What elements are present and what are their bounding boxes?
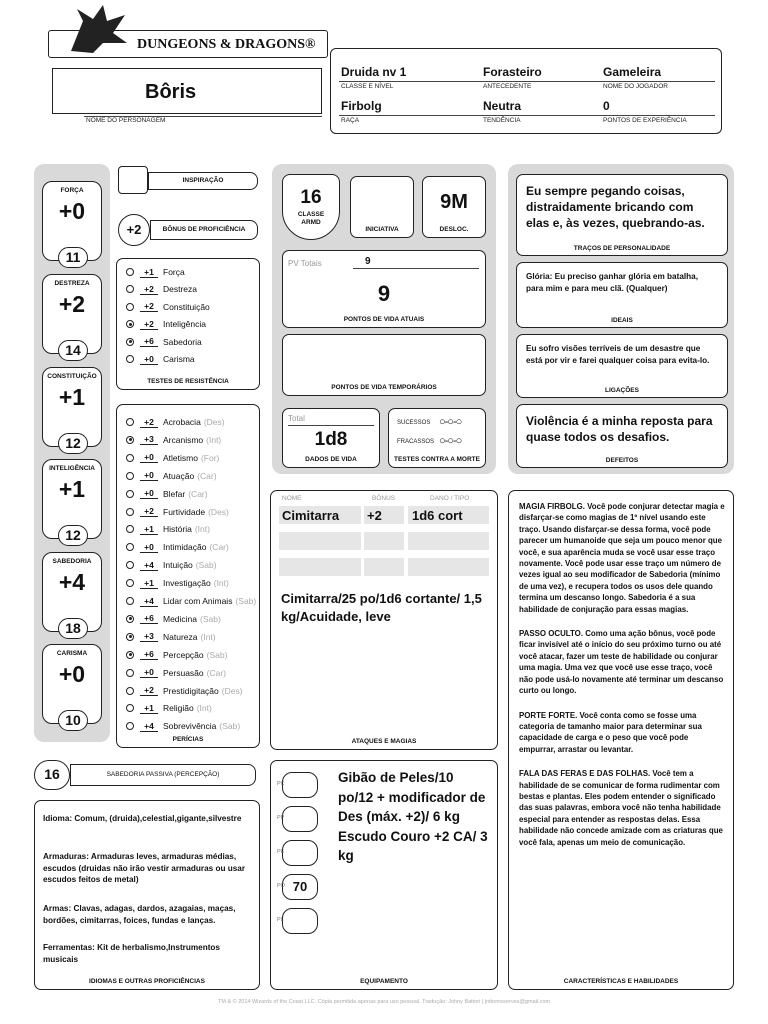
proficiency-bonus-circle[interactable]	[118, 214, 150, 246]
experience-points[interactable]: 0	[603, 99, 610, 113]
proficiencies-label: IDIOMAS E OUTRAS PROFICIÊNCIAS	[89, 978, 205, 985]
skill-value: +2	[140, 685, 158, 696]
skill-row[interactable]	[126, 539, 229, 555]
saving-throw-value: +1	[140, 267, 158, 278]
skill-attribute: (Car)	[209, 542, 229, 553]
attack-col-bonus: BÔNUS	[372, 495, 396, 502]
skill-value: +3	[140, 434, 158, 445]
initiative-label: INICIATIVA	[365, 226, 399, 233]
death-success-circles[interactable]: ○-○-○	[439, 416, 462, 428]
skill-value: +3	[140, 631, 158, 642]
skill-proficiency-dot[interactable]	[126, 687, 134, 695]
skill-name: Lidar com Animais	[163, 596, 233, 606]
experience-points-label: PONTOS DE EXPERIÊNCIA	[603, 117, 687, 124]
skill-name: Sobrevivência	[163, 721, 217, 732]
skill-proficiency-dot[interactable]	[126, 561, 134, 569]
skill-row[interactable]	[126, 593, 256, 609]
skill-proficiency-dot[interactable]	[126, 651, 134, 659]
skill-name: Blefar	[163, 488, 186, 499]
flaws-box[interactable]	[516, 404, 728, 468]
skill-attribute: (Int)	[213, 578, 229, 589]
alignment-label: TENDÊNCIA	[483, 117, 521, 124]
skill-attribute: (Car)	[206, 667, 226, 678]
saving-throw-value: +2	[140, 319, 158, 330]
skill-row[interactable]	[126, 486, 208, 502]
ideals: Glória: Eu preciso ganhar glória em batalha, para mim e para meu clã. (Qualquer)	[526, 272, 698, 293]
feature-firbolg-magic: MAGIA FIRBOLG. Você pode conjurar detectar magia e disfarçar-se como magias de 1º nível usando este traço. Usando disfarçar-se dessa forma, você pode parecer um humanoide que seja um pouco menor que você, e sua aparência muda se você usar esse traço novamente. Você pode usar esse traço um número de vezes igual ao seu modificador de Sabedoria (mínimo de uma vez), e recupera todos os usos dele quando termina um descanso longo. Sabedoria é a sua habilidade de conjuração para essas magias.	[519, 502, 725, 614]
saving-throw-row[interactable]	[126, 281, 197, 297]
saving-throw-proficiency-dot[interactable]	[126, 355, 134, 363]
proficiency-bonus-value: +2	[126, 222, 142, 237]
skill-row[interactable]	[126, 647, 227, 663]
skill-value: +2	[140, 417, 158, 428]
skill-proficiency-dot[interactable]	[126, 633, 134, 641]
coin-pe[interactable]: PE	[282, 840, 318, 866]
ability-dexterity: DESTREZA +2 14	[42, 274, 102, 354]
class-level-label: CLASSE E NÍVEL	[341, 83, 394, 90]
skill-name: Acrobacia	[163, 417, 201, 427]
saving-throw-name: Constituição	[163, 301, 210, 312]
armor-class-value: 16	[300, 187, 322, 208]
speed-value: 9M	[440, 191, 468, 213]
skill-row[interactable]	[126, 504, 229, 520]
skill-proficiency-dot[interactable]	[126, 722, 134, 730]
skill-row[interactable]	[126, 683, 243, 699]
saving-throw-value: +0	[140, 354, 158, 365]
attack-damage[interactable]: 1d6 cort	[412, 508, 463, 523]
skill-value: +1	[140, 703, 158, 714]
saving-throw-row[interactable]	[126, 334, 202, 350]
bonds-label: LIGAÇÕES	[605, 387, 639, 394]
skill-proficiency-dot[interactable]	[126, 436, 134, 444]
footer-copyright: TM & © 2014 Wizards of the Coast LLC. Cópia permitida apenas para uso pessoal. Tradução: Johny Battori | jottonreserves@gmail.com	[217, 999, 551, 1005]
skill-value: +6	[140, 613, 158, 624]
class-level[interactable]: Druida nv 1	[341, 65, 407, 79]
skill-attribute: (Des)	[203, 417, 225, 427]
skill-proficiency-dot[interactable]	[126, 704, 134, 712]
skill-name: Prestidigitação	[163, 685, 219, 696]
race[interactable]: Firbolg	[341, 99, 382, 113]
skill-row[interactable]	[126, 450, 219, 466]
attack-bonus[interactable]: +2	[367, 508, 382, 523]
skill-attribute: (Int)	[196, 703, 212, 714]
armor-class-shield[interactable]	[282, 174, 340, 240]
background[interactable]: Forasteiro	[483, 65, 542, 79]
skill-row[interactable]	[126, 432, 221, 448]
skill-attribute: (Car)	[197, 470, 217, 481]
attacks-label: ATAQUES E MAGIAS	[351, 738, 417, 745]
hit-dice-box[interactable]	[282, 408, 380, 468]
ability-wisdom: SABEDORIA +4 18	[42, 552, 102, 632]
ability-constitution: CONSTITUIÇÃO +1 12	[42, 367, 102, 447]
skill-attribute: (Sab)	[206, 649, 228, 660]
skills-label: PERÍCIAS	[172, 736, 204, 743]
skill-name: Medicina	[163, 613, 198, 624]
ability-strength: FORÇA +0 11	[42, 181, 102, 261]
skill-proficiency-dot[interactable]	[126, 597, 134, 605]
skill-attribute: (Int)	[206, 434, 222, 445]
coin-po[interactable]: PO 70	[282, 874, 318, 900]
temp-hp-box[interactable]	[282, 334, 486, 396]
skill-row[interactable]	[126, 665, 226, 681]
passive-wisdom-label: SABEDORIA PASSIVA (PERCEPÇÃO)	[106, 771, 220, 778]
skill-attribute: (Des)	[208, 506, 229, 517]
proficiencies-box[interactable]	[34, 800, 260, 990]
saving-throw-name: Carisma	[163, 354, 195, 364]
attack-weapon-name[interactable]: Cimitarra	[282, 508, 340, 523]
skill-value: +1	[140, 578, 158, 589]
skill-value: +0	[140, 488, 158, 499]
hp-max-value[interactable]: 9	[365, 256, 371, 267]
skill-value: +6	[140, 649, 158, 660]
hp-current-value: 9	[377, 281, 391, 306]
death-saves-box	[388, 408, 486, 468]
death-success-label: SUCESSOS	[397, 420, 431, 426]
skill-row[interactable]	[126, 414, 225, 430]
skill-proficiency-dot[interactable]	[126, 543, 134, 551]
skill-value: +4	[140, 721, 158, 732]
saving-throw-proficiency-dot[interactable]	[126, 338, 134, 346]
skill-value: +0	[140, 542, 158, 553]
saving-throw-name: Destreza	[163, 284, 198, 295]
skill-value: +0	[140, 667, 158, 678]
skill-attribute: (Int)	[194, 524, 210, 535]
inspiration-label: INSPIRAÇÃO	[182, 177, 224, 184]
flaws: Violência é a minha reposta para quase todos os desafios.	[526, 414, 713, 444]
features-label: CARACTERÍSTICAS E HABILIDADES	[563, 978, 679, 985]
skill-proficiency-dot[interactable]	[126, 472, 134, 480]
attack-col-name: NOME	[282, 495, 302, 502]
character-name[interactable]: Bôris	[145, 81, 197, 103]
skill-proficiency-dot[interactable]	[126, 454, 134, 462]
saving-throw-row[interactable]	[126, 316, 206, 332]
saving-throw-row[interactable]	[126, 351, 195, 367]
player-name[interactable]: Gameleira	[603, 65, 662, 79]
ability-intelligence: INTELIGÊNCIA +1 12	[42, 459, 102, 539]
coin-pc[interactable]: PC	[282, 772, 318, 798]
armor-class-label: CLASSE ARMD	[297, 211, 325, 226]
bonds-box[interactable]	[516, 334, 728, 398]
saving-throws-label: TESTES DE RESISTÊNCIA	[147, 378, 229, 385]
personality-traits-label: TRAÇOS DE PERSONALIDADE	[573, 245, 671, 252]
skill-row[interactable]	[126, 468, 217, 484]
logo-banner	[48, 30, 328, 58]
skill-proficiency-dot[interactable]	[126, 579, 134, 587]
saving-throw-value: +2	[140, 301, 158, 312]
skill-name: Investigação	[163, 578, 211, 589]
skill-value: +2	[140, 506, 158, 517]
skill-name: História	[163, 524, 192, 535]
skill-proficiency-dot[interactable]	[126, 615, 134, 623]
proficiency-languages: Idioma: Comum, (druida),celestial,gigante,silvestre	[43, 814, 242, 823]
saving-throw-row[interactable]	[126, 264, 185, 280]
ability-charisma: CARISMA +0 10	[42, 644, 102, 724]
skill-proficiency-dot[interactable]	[126, 418, 134, 426]
death-fail-circles[interactable]: ○-○-○	[439, 435, 462, 447]
skill-value: +1	[140, 524, 158, 535]
skill-attribute: (Car)	[188, 488, 208, 499]
skill-name: Natureza	[163, 631, 198, 642]
saving-throw-name: Força	[163, 267, 185, 277]
coin-pp[interactable]: PP	[282, 806, 318, 832]
background-label: ANTECEDENTE	[483, 83, 532, 90]
skill-proficiency-dot[interactable]	[126, 669, 134, 677]
skill-proficiency-dot[interactable]	[126, 490, 134, 498]
attack-notes[interactable]: Cimitarra/25 po/1d6 cortante/ 1,5 kg/Acuidade, leve	[281, 591, 482, 624]
features-text	[519, 501, 725, 848]
header	[0, 0, 768, 150]
skill-attribute: (Sab)	[235, 596, 257, 606]
player-name-label: NOME DO JOGADOR	[603, 83, 669, 90]
skill-name: Arcanismo	[163, 434, 204, 445]
passive-wisdom-value: 16	[44, 766, 60, 782]
coin-pl[interactable]: PL	[282, 908, 318, 934]
skill-proficiency-dot[interactable]	[126, 525, 134, 533]
skill-row[interactable]	[126, 629, 216, 645]
skill-attribute: (Sab)	[200, 613, 221, 624]
proficiency-bonus-label: BÔNUS DE PROFICIÊNCIA	[162, 226, 246, 233]
saving-throw-value: +2	[140, 284, 158, 295]
skill-row[interactable]	[126, 700, 212, 716]
equipment-label: EQUIPAMENTO	[360, 978, 408, 985]
skill-name: Persuasão	[163, 667, 204, 678]
skill-proficiency-dot[interactable]	[126, 508, 134, 516]
header-info-box	[330, 48, 722, 134]
feature-powerful-build: PORTE FORTE. Você conta como se fosse uma categoria de tamanho maior para determinar sua capacidade de carga e o peso que você pode empurrar, arrastar ou levantar.	[519, 710, 702, 754]
inspiration-box[interactable]	[118, 166, 148, 194]
skill-name: Furtividade	[163, 506, 206, 517]
skill-name: Intimidação	[163, 542, 207, 553]
name-scroll	[52, 68, 322, 114]
skill-row[interactable]	[126, 521, 210, 537]
coin-po-value: 70	[292, 879, 308, 894]
hit-dice-value: 1d8	[314, 429, 348, 450]
skill-value: +4	[140, 560, 158, 571]
saving-throw-proficiency-dot[interactable]	[126, 303, 134, 311]
alignment[interactable]: Neutra	[483, 99, 522, 113]
skill-attribute: (Sab)	[219, 721, 241, 732]
hp-max-label: PV Totais	[288, 259, 322, 268]
saving-throw-name: Sabedoria	[163, 336, 202, 347]
dragon-logo-icon	[63, 3, 133, 55]
feature-speech-beast-leaf: FALA DAS FERAS E DAS FOLHAS. Você tem a habilidade de se comunicar de forma rudimentar com bestas e plantas. Eles podem entender o significado das suas palavras, embora você não tenha habilidade especial para entender as respostas delas. Essa habilidade não concede amizade com as criaturas que você fala, apenas um meio de comunicação.	[519, 769, 723, 847]
personality-traits: Eu sempre pegando coisas, distraidamente bricando com elas e, às vezes, quebrando-as.	[526, 184, 705, 230]
hit-dice-total-label: Total	[288, 414, 305, 423]
skill-value: +4	[140, 596, 158, 607]
hp-temp-label: PONTOS DE VIDA TEMPORÁRIOS	[331, 384, 437, 391]
flaws-label: DEFEITOS	[605, 457, 639, 464]
saving-throw-proficiency-dot[interactable]	[126, 268, 134, 276]
skill-value: +0	[140, 452, 158, 463]
skill-name: Atletismo	[163, 452, 198, 463]
proficiency-weapons: Armas: Clavas, adagas, dardos, azagaias, maças, bordões, cimitarras, foices, fundas e lanças.	[43, 904, 236, 925]
death-fail-label: FRACASSOS	[397, 439, 435, 445]
skill-row[interactable]	[126, 575, 229, 591]
hp-current-label: PONTOS DE VIDA ATUAIS	[343, 316, 425, 323]
features-box[interactable]	[508, 490, 734, 990]
saving-throw-proficiency-dot[interactable]	[126, 285, 134, 293]
equipment-list[interactable]: Gibão de Peles/10 po/12 + modificador de Des (máx. +2)/ 6 kg Escudo Couro +2 CA/ 3 kg	[338, 770, 488, 863]
skill-name: Intuição	[163, 560, 193, 571]
skill-attribute: (For)	[200, 452, 220, 463]
feature-hidden-step: PASSO OCULTO. Como uma ação bônus, você pode ficar invisível até o início do seu próximo turno ou até você atacar, fazer um teste de habilidade ou conjurar uma magia. Uma vez que você use esse traço, você não pode usá-lo novamente até terminar um descanso curto ou longo.	[519, 629, 724, 696]
brand-logo: DUNGEONS & DRAGONS®	[137, 37, 316, 52]
skill-name: Religião	[163, 703, 194, 714]
ideals-box[interactable]	[516, 262, 728, 328]
hit-dice-label: DADOS DE VIDA	[305, 456, 357, 463]
skill-value: +0	[140, 470, 158, 481]
skill-row[interactable]	[126, 718, 240, 734]
proficiency-armor: Armaduras: Armaduras leves, armaduras médias, escudos (druidas não irão vestir armaduras ou usar escudos feitos de metal)	[43, 852, 246, 885]
personality-traits-box[interactable]	[516, 174, 728, 256]
bonds: Eu sofro visões terríveis de um desastre que está por vir e farei qualquer coisa para evita-lo.	[526, 344, 710, 365]
saving-throw-row[interactable]	[126, 299, 210, 315]
skill-row[interactable]	[126, 557, 217, 573]
skill-name: Atuação	[163, 470, 195, 481]
character-name-label: NOME DO PERSONAGEM	[86, 117, 166, 124]
passive-wisdom-circle[interactable]	[34, 760, 70, 790]
skill-name: Percepção	[163, 649, 204, 660]
skill-row[interactable]	[126, 611, 221, 627]
saving-throw-value: +6	[140, 336, 158, 347]
race-label: RAÇA	[341, 117, 360, 124]
saving-throw-proficiency-dot[interactable]	[126, 320, 134, 328]
speed-box[interactable]	[422, 176, 486, 238]
current-hp-box[interactable]	[282, 250, 486, 328]
death-saves-label: TESTES CONTRA A MORTE	[394, 456, 480, 463]
skill-attribute: (Des)	[221, 685, 243, 696]
skill-attribute: (Sab)	[195, 560, 217, 571]
saving-throw-name: Inteligência	[163, 319, 207, 330]
proficiency-tools: Ferramentas: Kit de herbalismo,Instrumentos musicais	[43, 943, 220, 964]
speed-label: DESLOC.	[439, 226, 469, 233]
attack-col-damage: DANO / TIPO	[430, 495, 470, 502]
ideals-label: IDEAIS	[611, 317, 633, 324]
initiative-box[interactable]	[350, 176, 414, 238]
skill-attribute: (Int)	[200, 631, 216, 642]
